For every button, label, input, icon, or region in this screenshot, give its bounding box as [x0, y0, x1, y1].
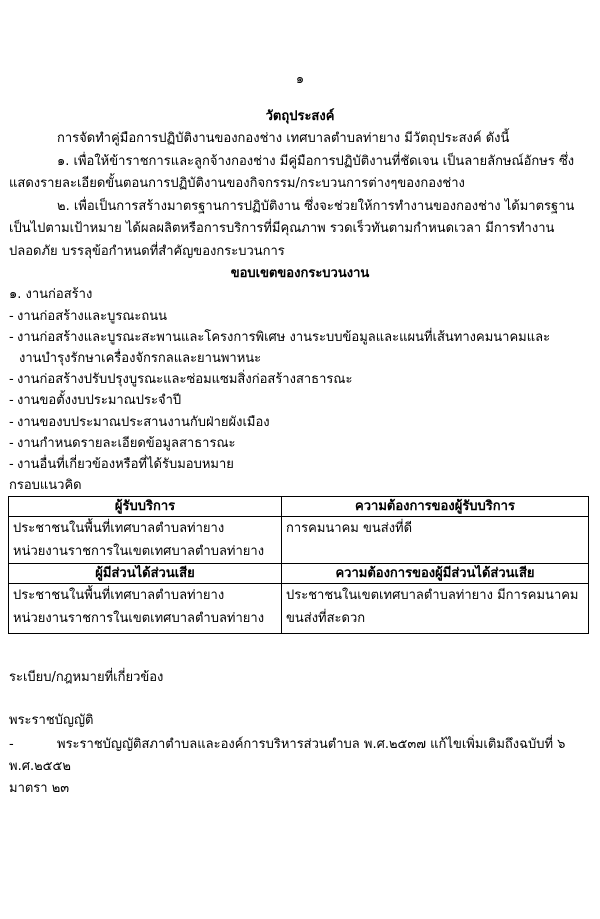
objective-item-2: ๒. เพื่อเป็นการสร้างมาตรฐานการปฏิบัติงาน ซึ่งจะช่วยให้การทำงานของกองช่าง ได้มาตรฐานเป็นไปตามเป้าหมาย ได้ผลผลิตหรือการบริการที่มีคุณภาพ รวดเร็วทันตามกำหนดเวลา มีการทำงานปลอดภัย บรรลุข้อกำหนดที่สำคัญของกระบวนการ: [9, 198, 575, 259]
scope-item-text: งานก่อสร้างปรับปรุงบูรณะและซ่อมแซมสิ่งก่อสร้างสาธารณะ: [17, 372, 353, 388]
scope-item-bullet: -: [9, 393, 14, 409]
recipients-needs-header-cell: ความต้องการของผู้รับบริการ: [282, 497, 589, 517]
framework-label: กรอบแนวคิด: [9, 478, 82, 494]
scope-heading: ขอบเขตของกระบวนงาน: [230, 266, 370, 282]
scope-item-bullet: -: [9, 414, 14, 430]
document-content: [9, 69, 591, 800]
page-number: ๑: [295, 71, 305, 87]
framework-table: [8, 496, 589, 634]
scope-item-continuation: งานบำรุงรักษาเครื่องจักรกลและยานพาหนะ: [19, 351, 262, 367]
scope-item: [9, 390, 591, 411]
scope-item-bullet: -: [9, 457, 14, 473]
act-item: [9, 734, 591, 778]
cell-line: ประชาชนในเขตเทศบาลตำบลท่ายาง มีการคมนาคม: [286, 588, 579, 604]
recipients-cell: [9, 517, 282, 564]
scope-item: [9, 327, 591, 348]
scope-item-text: งานกำหนดรายละเอียดข้อมูลสาธารณะ: [17, 435, 236, 451]
act-category: พระราชบัญญัติ: [9, 712, 94, 728]
scope-item-text: งานก่อสร้างและบูรณะถนน: [17, 308, 168, 324]
scope-item: [9, 433, 591, 454]
cell-line: ประชาชนในพื้นที่เทศบาลตำบลท่ายาง: [13, 521, 225, 537]
scope-category: ๑. งานก่อสร้าง: [9, 287, 93, 303]
cell-line: หน่วยงานราชการในเขตเทศบาลตำบลท่ายาง: [13, 544, 265, 560]
stakeholders-needs-cell: [282, 584, 589, 634]
objectives-section: [9, 106, 591, 264]
cell-line: ขนส่งที่สะดวก: [286, 611, 366, 627]
scope-item: [9, 454, 591, 475]
recipients-header-cell: ผู้รับบริการ: [9, 497, 282, 517]
scope-section: [9, 263, 591, 496]
act-section-ref: มาตรา ๒๓: [9, 780, 70, 796]
regulations-section: [9, 667, 591, 800]
scope-item: [9, 412, 591, 433]
stakeholders-needs-header-cell: ความต้องการของผู้มีส่วนได้ส่วนเสีย: [282, 564, 589, 584]
cell-line: หน่วยงานราชการในเขตเทศบาลตำบลท่ายาง: [13, 611, 265, 627]
stakeholders-cell: [9, 584, 282, 634]
scope-item: [9, 306, 591, 327]
recipients-needs-cell: [282, 517, 589, 564]
regulations-heading: ระเบียบ/กฎหมายที่เกี่ยวข้อง: [9, 669, 164, 685]
stakeholders-header-cell: ผู้มีส่วนได้ส่วนเสีย: [9, 564, 282, 584]
table-header-row: [9, 497, 589, 517]
scope-item-text: งานก่อสร้างและบูรณะสะพานและโครงการพิเศษ งานระบบข้อมูลและแผนที่เส้นทางคมนาคมและ: [17, 329, 551, 345]
objectives-intro: การจัดทำคู่มือการปฏิบัติงานของกองช่าง เทศบาลตำบลท่ายาง มีวัตถุประสงค์ ดังนี้: [57, 131, 510, 147]
scope-item-bullet: -: [9, 435, 14, 451]
table-row: [9, 517, 589, 564]
cell-line: ประชาชนในพื้นที่เทศบาลตำบลท่ายาง: [13, 588, 225, 604]
table-row: [9, 584, 589, 634]
scope-item-text: งานของบประมาณประสานงานกับฝ่ายผังเมือง: [17, 414, 270, 430]
scope-item-text: งานขอตั้งงบประมาณประจำปี: [17, 393, 182, 409]
objective-item-1: ๑. เพื่อให้ข้าราชการและลูกจ้างกองช่าง มีคู่มือการปฏิบัติงานที่ชัดเจน เป็นลายลักษณ์อักษร ซึ่งแสดงรายละเอียดขั้นตอนการปฏิบัติงานของกิจกรรม/กระบวนการต่างๆของกองช่าง: [9, 153, 575, 192]
scope-item-bullet: -: [9, 308, 14, 324]
scope-item: [9, 369, 591, 390]
scope-item-text: งานอื่นที่เกี่ยวข้องหรือที่ได้รับมอบหมาย: [17, 457, 234, 473]
cell-line: การคมนาคม ขนส่งที่ดี: [286, 521, 413, 537]
table-header-row: [9, 564, 589, 584]
act-bullet: -: [9, 736, 14, 752]
scope-item-bullet: -: [9, 372, 14, 388]
scope-item-bullet: -: [9, 329, 14, 345]
objectives-heading: วัตถุประสงค์: [265, 108, 335, 124]
act-text: พระราชบัญญัติสภาตำบลและองค์การบริหารส่วนตำบล พ.ศ.๒๕๓๗ แก้ไขเพิ่มเติมถึงฉบับที่ ๖ พ.ศ.๒๕๕๒: [9, 736, 566, 774]
